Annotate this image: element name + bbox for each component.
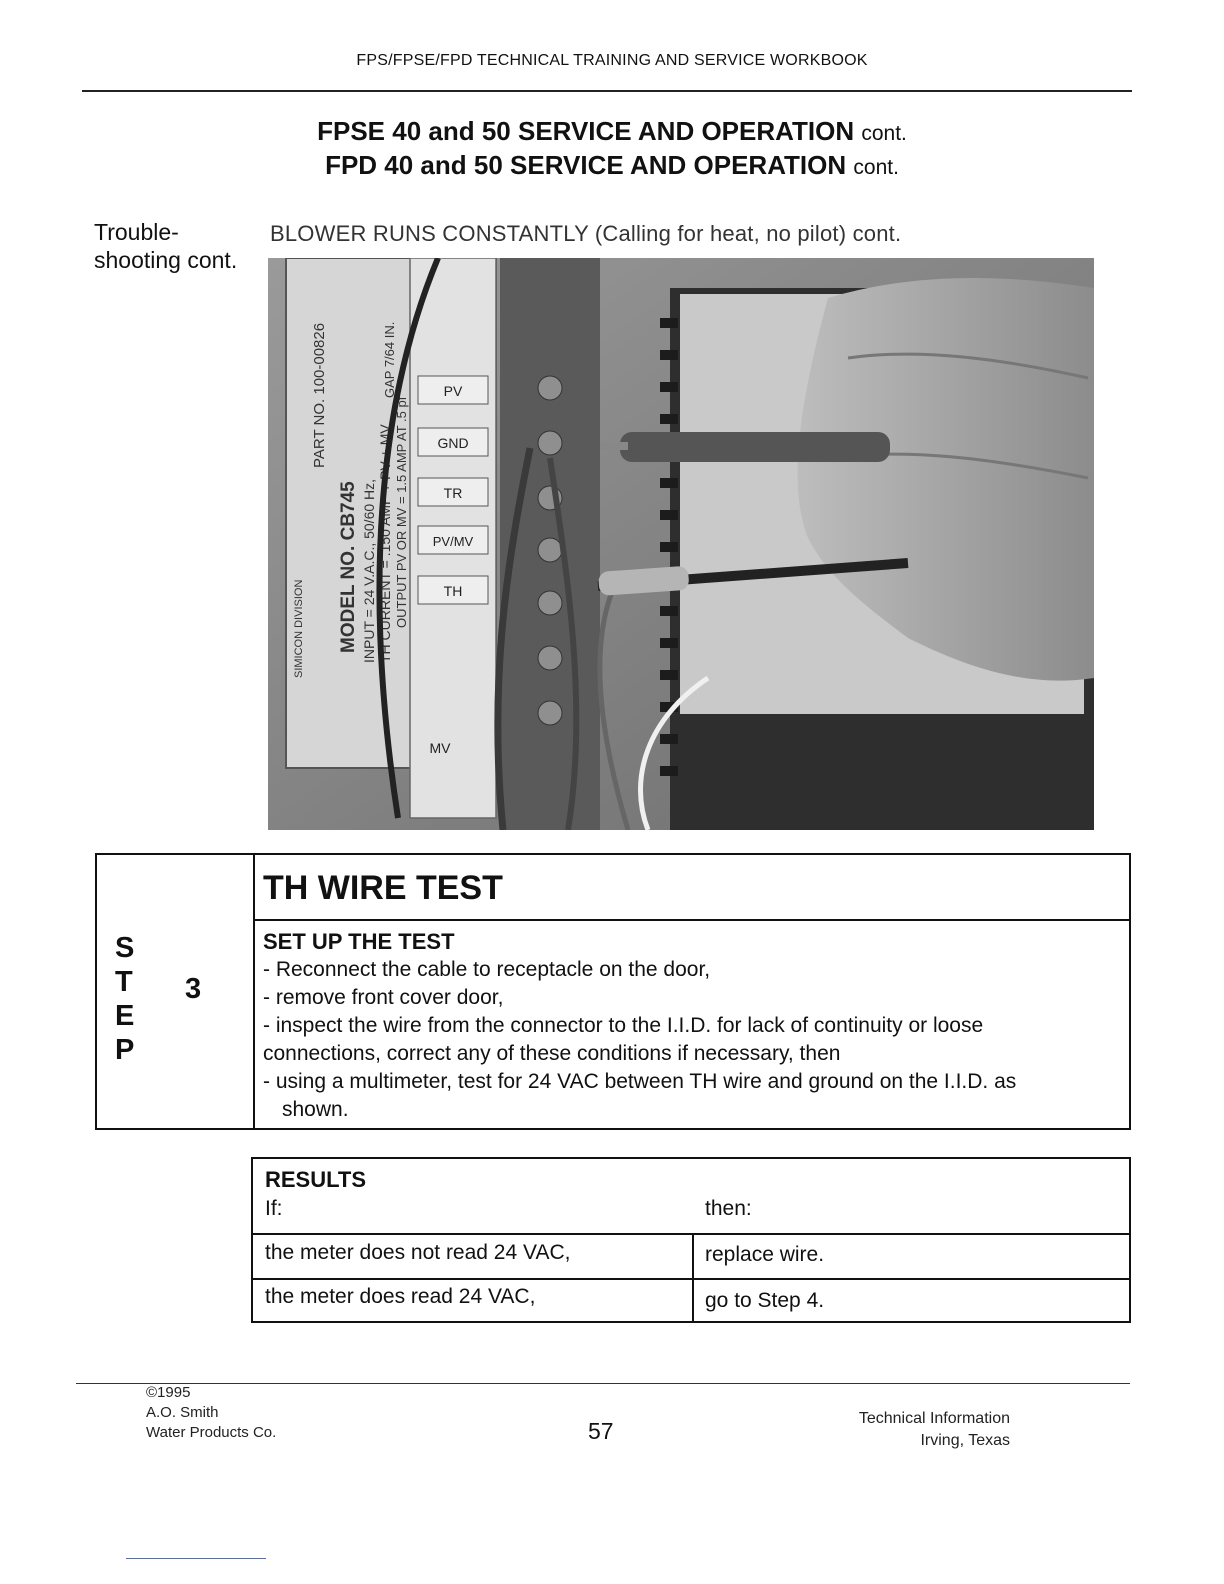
footer-company-line1: A.O. Smith [146,1404,219,1421]
section-title-fpd [0,150,1224,181]
results-row-2-if: the meter does read 24 VAC, [265,1285,536,1308]
running-header: FPS/FPSE/FPD TECHNICAL TRAINING AND SERVICE WORKBOOK [356,52,868,69]
step-heading: TH WIRE TEST [263,869,503,907]
terminal-label-gnd: GND [437,435,469,451]
step-divider [253,855,255,1128]
footer-copyright: ©1995 [146,1384,191,1401]
results-table [251,1157,1131,1323]
results-if-header: If: [265,1197,283,1220]
results-then-header: then: [705,1197,752,1220]
board-model-text: MODEL NO. CB745 [338,481,359,653]
side-label-line2: shooting cont. [94,247,238,273]
board-input-text: INPUT = 24 V.A.C., 50/60 Hz, [361,478,377,663]
section-title-fpd-suffix: cont. [853,156,899,179]
setup-line: - inspect the wire from the connector to the I.I.D. for lack of continuity or loose [263,1014,984,1037]
results-row-1-then: replace wire. [705,1243,825,1266]
board-part-text: PART NO. 100-00826 [311,322,328,468]
setup-line: connections, correct any of these conditions if necessary, then [263,1042,841,1065]
board-output-text: OUTPUT PV OR MV = 1.5 AMP AT .5 pf [394,396,409,628]
step-letter-t: T [115,966,133,998]
setup-instructions [263,956,1119,1124]
step-3-box [95,853,1131,1130]
terminal-label-pvmv: PV/MV [432,534,474,549]
setup-line: - using a multimeter, test for 24 VAC between TH wire and ground on the I.I.D. as [263,1070,1017,1093]
terminal-label-th: TH [443,583,463,599]
step-number: 3 [185,973,202,1005]
results-rule [253,1233,1129,1235]
footer-department [810,1408,1010,1452]
photo-caption: BLOWER RUNS CONSTANTLY (Calling for heat, no pilot) cont. [270,221,902,246]
board-gap-text: GAP 7/64 IN. [382,321,397,398]
board-division-text: SIMICON DIVISION [293,579,305,678]
setup-title: SET UP THE TEST [263,929,455,954]
terminal-label-pv: PV [443,383,463,399]
header-rule [82,90,1132,92]
step-letter-s: S [115,932,135,964]
setup-line: - remove front cover door, [263,986,504,1009]
setup-line: shown. [282,1098,349,1121]
footer-right-line2: Irving, Texas [920,1432,1010,1449]
side-label-line1: Trouble- [94,219,179,245]
board-current-text: TH CURRENT = .150 AMP + PV + MV [377,424,393,663]
section-title-fpse-suffix: cont. [861,122,907,145]
footer-company-line2: Water Products Co. [146,1424,277,1441]
step-letter-e: E [115,1000,135,1032]
bottom-decorative-line [126,1558,266,1559]
results-rule [253,1278,1129,1280]
section-title-fpse-main: FPSE 40 and 50 SERVICE AND OPERATION [317,116,855,146]
footer-right-line1: Technical Information [858,1410,1010,1427]
section-title-fpd-main: FPD 40 and 50 SERVICE AND OPERATION [325,150,847,180]
side-label [94,218,237,274]
step-letter-p: P [115,1034,135,1066]
results-title: RESULTS [265,1167,367,1192]
results-column-divider [692,1233,694,1321]
terminal-label-tr: TR [443,485,463,501]
step-vertical-label [115,931,134,1067]
results-row-1-if: the meter does not read 24 VAC, [265,1241,571,1264]
step-heading-rule [253,919,1129,921]
control-board-photo [268,258,1094,830]
page-number: 57 [588,1418,614,1444]
results-row-2-then: go to Step 4. [705,1289,825,1312]
footer-company [146,1383,276,1443]
section-title-fpse [0,116,1224,147]
terminal-label-mv: MV [429,740,451,756]
setup-line: - Reconnect the cable to receptacle on the door, [263,958,711,981]
